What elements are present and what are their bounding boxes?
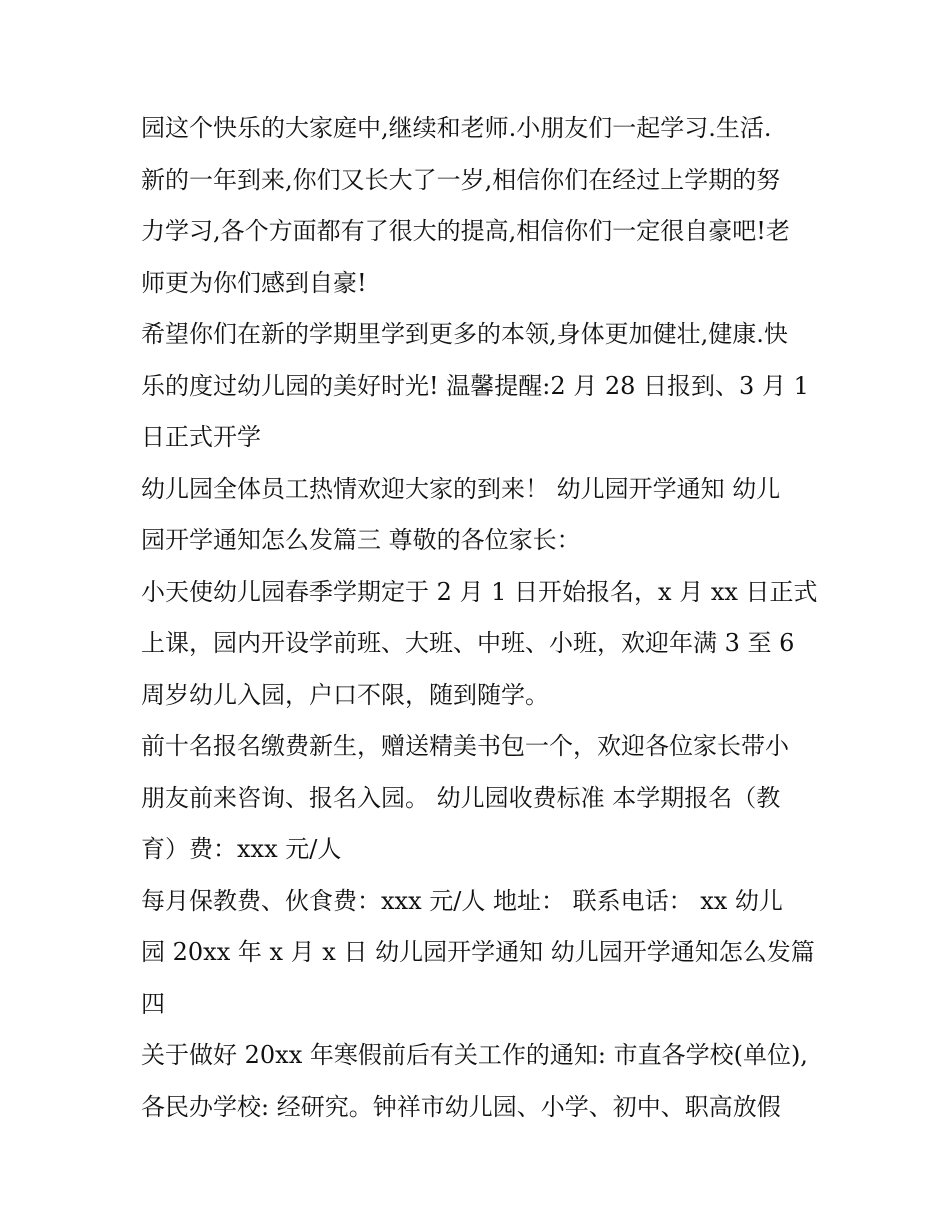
text-line: 关于做好 20xx 年寒假前后有关工作的通知: 市直各学校(单位), xyxy=(141,1041,808,1069)
text-line: 师更为你们感到自豪! xyxy=(141,268,367,297)
document-body xyxy=(141,103,821,1133)
text-line: 四 xyxy=(141,989,165,1018)
text-line: 小天使幼儿园春季学期定于 2 月 1 日开始报名，x 月 xx 日正式 xyxy=(141,577,818,606)
text-line: 幼儿园全体员工热情欢迎大家的到来！ 幼儿园开学通知 幼儿 xyxy=(141,474,781,503)
text-line: 希望你们在新的学期里学到更多的本领,身体更加健壮,健康.快 xyxy=(141,320,788,348)
text-line: 各民办学校: 经研究。钟祥市幼儿园、小学、初中、职高放假 xyxy=(141,1092,781,1121)
text-line: 园开学通知怎么发篇三 尊敬的各位家长： xyxy=(141,526,581,554)
text-line: 园 20xx 年 x 月 x 日 幼儿园开学通知 幼儿园开学通知怎么发篇 xyxy=(141,938,815,966)
text-line: 周岁幼儿入园，户口不限，随到随学。 xyxy=(141,680,549,709)
text-line: 朋友前来咨询、报名入园。 幼儿园收费标准 本学期报名（教 xyxy=(141,783,781,812)
text-line: 育）费：xxx 元/人 xyxy=(141,835,342,863)
text-line: 每月保教费、伙食费：xxx 元/人 地址： 联系电话： xx 幼儿 xyxy=(141,886,783,915)
text-line: 新的一年到来,你们又长大了一岁,相信你们在经过上学期的努 xyxy=(141,165,781,194)
text-line: 前十名报名缴费新生，赠送精美书包一个，欢迎各位家长带小 xyxy=(141,732,789,760)
text-line: 日正式开学 xyxy=(141,423,261,451)
text-line: 乐的度过幼儿园的美好时光! 温馨提醒:2 月 28 日报到、3 月 1 xyxy=(141,371,809,400)
text-line: 上课，园内开设学前班、大班、中班、小班，欢迎年满 3 至 6 xyxy=(141,629,795,657)
text-line: 力学习,各个方面都有了很大的提高,相信你们一定很自豪吧!老 xyxy=(141,217,790,245)
text-line: 园这个快乐的大家庭中,继续和老师.小朋友们一起学习.生活. xyxy=(141,114,772,142)
